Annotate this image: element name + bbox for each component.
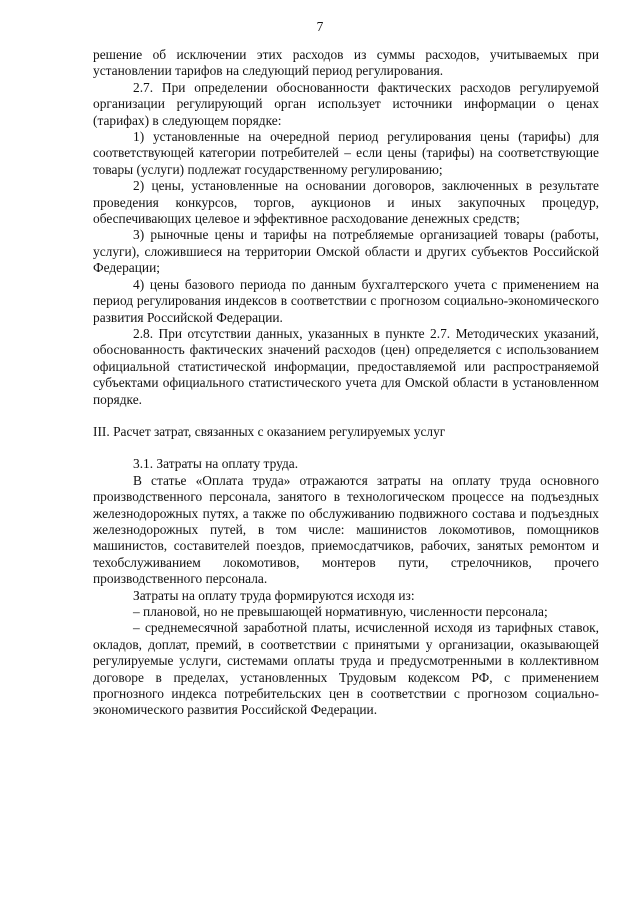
section-heading: III. Расчет затрат, связанных с оказанием регулируемых услуг (93, 423, 446, 439)
list-item: – среднемесячной заработной платы, исчисленной исходя из тарифных ставок, окладов, доплат, премий, в соответствии с принятыми у организации, оказывающей регулируемые услуги, системами оплаты труда и предусмотренными в коллективном договоре в пределах, установленных Трудовым кодексом РФ, с применением прогнозного индекса потребительских цен в соответствии с прогнозом социально-экономического развития Российской Федерации. (93, 620, 599, 718)
paragraph: решение об исключении этих расходов из суммы расходов, учитываемых при установлении тарифов на следующий период регулирования. (93, 47, 599, 79)
list-item: 2) цены, установленные на основании договоров, заключенных в результате проведения конкурсов, торгов, аукционов и иных закупочных процедур, обеспечивающих целевое и эффективное расходование денежных средств; (93, 178, 599, 227)
paragraph: 2.8. При отсутствии данных, указанных в пункте 2.7. Методических указаний, обоснованность фактических значений расходов (цен) определяется с использованием официальной статистической информации, предоставляемой или распространяемой субъектами официального статистического учета для Омской области в установленном порядке. (93, 325, 599, 407)
paragraph: Затраты на оплату труда формируются исходя из: (133, 587, 415, 603)
list-item: 3) рыночные цены и тарифы на потребляемые организацией товары (работы, услуги), сложившиеся на территории Омской области и других субъектов Российской Федерации; (93, 227, 599, 276)
list-item: 1) установленные на очередной период регулирования цены (тарифы) для соответствующей категории потребителей – если цены (тарифы) на соответствующие товары (услуги) подлежат государственному регулированию; (93, 129, 599, 177)
page-number: 7 (316, 19, 324, 34)
paragraph: 2.7. При определении обоснованности фактических расходов регулируемой организации регулирующий орган использует источники информации о ценах (тарифах) в следующем порядке: (93, 79, 599, 128)
subsection-heading: 3.1. Затраты на оплату труда. (133, 456, 299, 472)
list-item: – плановой, но не превышающей нормативную, численности персонала; (133, 604, 548, 619)
paragraph: В статье «Оплата труда» отражаются затраты на оплату труда основного производственного персонала, занятого в технологическом процессе на подъездных железнодорожных путях, а также по обслуживанию подвижного состава и подъездных железнодорожных путей, в том числе: машинистов локомотивов, помощников машинистов, составителей поездов, приемосдатчиков, рабочих, занятых ремонтом и техобслуживанием локомотивов, монтеров пути, стрелочников, прочего производственного персонала. (93, 472, 599, 587)
list-item: 4) цены базового периода по данным бухгалтерского учета с применением на период регулирования индексов в соответствии с прогнозом социально-экономического развития Российской Федерации. (93, 276, 599, 325)
document-body (93, 47, 599, 719)
